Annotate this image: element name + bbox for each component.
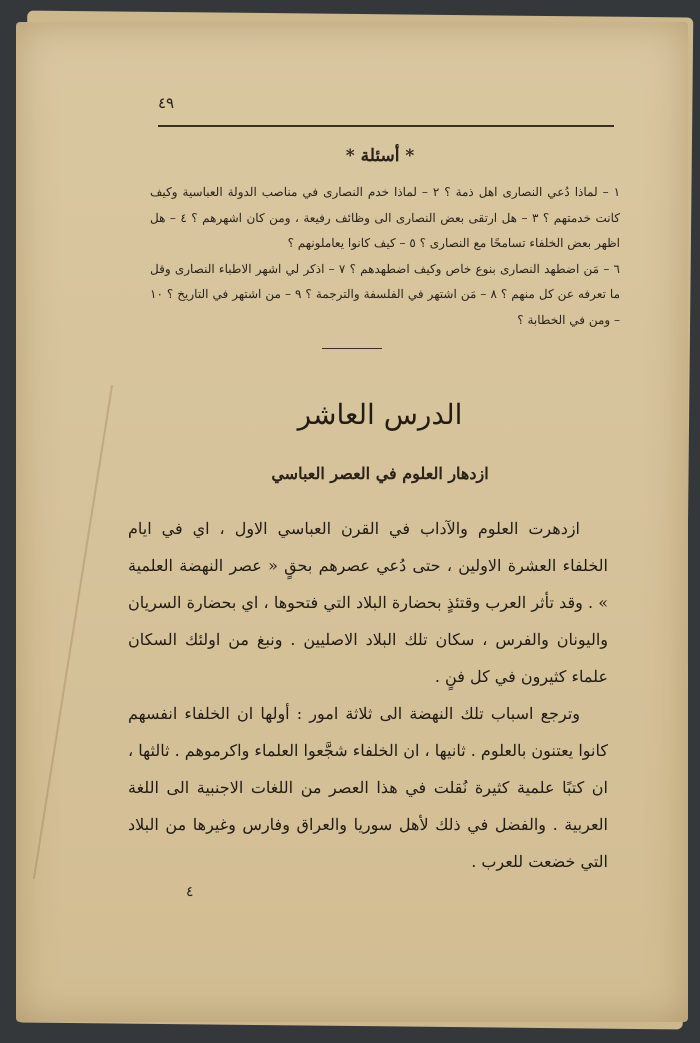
questions-paragraph: ٦ – مَن اضطهد النصارى بنوع خاص وكيف اضطهدهم ؟ ٧ – اذكر لي اشهر الاطباء النصارى وقل ما تعرفه عن كل منهم ؟ ٨ – مَن اشتهر في الفلسفة والترجمة ؟ ٩ – من اشتهر في التاريخ ؟ ١٠ – ومن في الخطابة ؟ (150, 261, 621, 327)
lesson-title: الدرس العاشر (297, 398, 463, 431)
section-divider (322, 348, 382, 349)
questions-heading: * أسئلة * (345, 146, 415, 166)
lesson-subtitle: ازدهار العلوم في العصر العباسي (271, 464, 489, 483)
lesson-body (128, 510, 608, 880)
signature-mark: ٤ (186, 884, 194, 900)
body-paragraph: ازدهرت العلوم والآداب في القرن العباسي الاول ، اي في ايام الخلفاء العشرة الاولين ، حتى دُعي عصرهم بحقٍ « عصر النهضة العلمية » . وقد تأثر العرب وقتئذٍ بحضارة البلاد التي فتحوها ، اي بحضارة السريان واليونان والفرس ، سكان تلك البلاد الاصليين . ونبغ من اولئك السكان علماء كثيرون في كل فنٍ . (128, 519, 608, 686)
body-paragraph: وترجع اسباب تلك النهضة الى ثلاثة امور : أولها ان الخلفاء انفسهم كانوا يعتنون بالعلوم . ثانيها ، ان الخلفاء شجَّعوا العلماء واكرموهم . ثالثها ، ان كتبًا علمية كثيرة نُقلت في هذا العصر من اللغات الاجنبية الى اللغة العربية . والفضل في ذلك لأهل سوريا والعراق وفارس وغيرها من البلاد التي خضعت للعرب . (128, 704, 608, 871)
page-crease (33, 385, 113, 879)
questions-paragraph: ١ – لماذا دُعي النصارى اهل ذمة ؟ ٢ – لماذا خدم النصارى في مناصب الدولة العباسية وكيف كانت خدمتهم ؟ ٣ – هل ارتقى بعض النصارى الى وظائف رفيعة ، ومن كان اشهرهم ؟ ٤ – هل اظهر بعض الخلفاء تسامحًا مع النصارى ؟ ٥ – كيف كانوا يعاملونهم ؟ (150, 185, 621, 250)
page-number: ٤٩ (158, 94, 175, 112)
questions-block (150, 180, 620, 333)
header-rule (158, 125, 614, 127)
